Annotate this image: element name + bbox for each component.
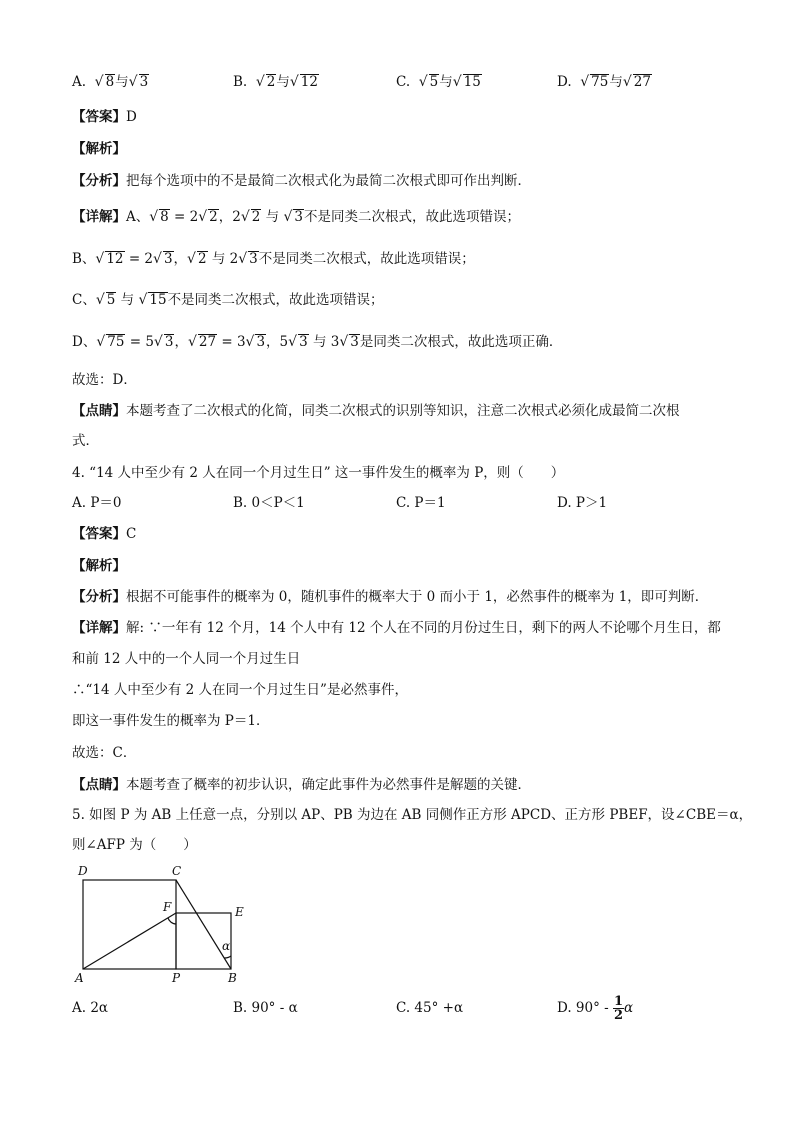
option-sep: 与 [276, 74, 290, 90]
fraction-numerator: 1 [614, 994, 624, 1009]
q5-option-a: A. 2α [72, 1000, 109, 1016]
label-alpha: α [222, 939, 231, 953]
label-p: P [172, 971, 181, 985]
q4-option-c: C. P＝1 [396, 495, 446, 511]
q3-comment [72, 401, 680, 421]
option-label: D. [557, 74, 572, 90]
q4-fenxi [72, 587, 708, 607]
fenxi-text: 根据不可能事件的概率为 0，随机事件的概率大于 0 而小于 1，必然事件的概率为 1，即可判断． [126, 589, 709, 605]
detail-prefix: D、 [72, 334, 97, 350]
q3-option-d: D. √ 75与√ 27 [557, 74, 651, 90]
q5-option-c: C. 45° +α [396, 1000, 464, 1016]
q5-stem-2: 则∠AFP 为（ ） [72, 837, 197, 853]
q5-figure [60, 858, 260, 993]
q3-choose: 故选：D． [72, 372, 137, 388]
fenxi-tag: 【分析】 [72, 173, 126, 189]
answer-tag: 【答案】 [72, 526, 126, 542]
angle-arc-afp [168, 918, 176, 924]
detail-prefix: C、 [72, 292, 96, 308]
detail-end: 是同类二次根式，故此选项正确． [359, 334, 563, 350]
q3-comment-cont: 式． [72, 433, 99, 449]
q4-stem: 4. “14 人中至少有 2 人在同一个月过生日” 这一事件发生的概率为 P，则（ ） [72, 465, 565, 481]
q4-option-b: B. 0＜P＜1 [233, 495, 305, 511]
q5-stem-1: 5. 如图 P 为 AB 上任意一点，分别以 AP、PB 为边在 AB 同侧作正方形 APCD、正方形 PBEF，设∠CBE＝α， [72, 807, 753, 823]
segment-af [83, 913, 176, 969]
answer-value: D [126, 109, 137, 125]
option-label: A. [72, 74, 87, 90]
detail-end: 不是同类二次根式，故此选项错误； [167, 292, 384, 308]
label-c: C [172, 864, 182, 878]
detail-and: 与 [312, 334, 327, 350]
comment-tag: 【点睛】 [72, 777, 126, 793]
answer-value: C [126, 526, 137, 542]
option-prefix: D. 90° - [557, 1000, 613, 1016]
detail-and: 与 [265, 209, 280, 225]
q3-detail-c: C、√ 5 与 √ 15不是同类二次根式，故此选项错误； [72, 292, 384, 308]
detail-prefix: B、 [72, 251, 96, 267]
detail-tag: 【详解】 [72, 620, 126, 636]
label-a: A [75, 971, 84, 985]
q3-option-a: A. √ 8与√ 3 [72, 74, 149, 90]
fraction-half [613, 995, 624, 1022]
detail-sep: ， [173, 251, 188, 267]
detail-tag: 【详解】 [72, 209, 126, 225]
detail-and: 与 [211, 251, 226, 267]
option-suffix: α [624, 1000, 634, 1016]
q4-option-d: D. P＞1 [557, 495, 608, 511]
q4-option-a: A. P＝0 [72, 495, 122, 511]
fraction-denominator: 2 [614, 1008, 624, 1023]
square-apcd [83, 880, 176, 969]
q4-detail-2: 和前 12 人中的一个人同一个月过生日 [72, 651, 301, 667]
q4-comment [72, 775, 531, 795]
option-sep: 与 [439, 74, 453, 90]
option-sep: 与 [609, 74, 623, 90]
detail-text: 解: ∵一年有 12 个月，14 个人中有 12 个人在不同的月份过生日，剩下的两人不论哪个月生日，都 [126, 620, 721, 636]
detail-end: 不是同类二次根式，故此选项错误； [258, 251, 475, 267]
q3-detail-d: D、√ 75 = 5√ 3，√ 27 = 3√ 3，5√ 3 与 3√ 3是同类二次根式，故此选项正确． [72, 334, 563, 350]
q4-choose: 故选：C． [72, 745, 137, 761]
option-label: C. [396, 74, 411, 90]
q4-answer [72, 524, 136, 544]
q3-analysis-tag: 【解析】 [72, 141, 126, 157]
label-f: F [163, 900, 172, 914]
q5-option-b: B. 90° - α [233, 1000, 298, 1016]
detail-sep: ， [218, 209, 233, 225]
option-label: B. [233, 74, 248, 90]
answer-tag: 【答案】 [72, 109, 126, 125]
fenxi-text: 把每个选项中的不是最简二次根式化为最简二次根式即可作出判断． [126, 173, 531, 189]
q4-analysis-tag: 【解析】 [72, 558, 126, 574]
q3-detail-b: B、√ 12 = 2√ 3，√ 2 与 2√ 3不是同类二次根式，故此选项错误； [72, 251, 475, 267]
q3-option-c: C. √ 5与√ 15 [396, 74, 481, 90]
fenxi-tag: 【分析】 [72, 589, 126, 605]
segment-cb [176, 880, 231, 969]
label-d: D [78, 864, 88, 878]
label-e: E [235, 905, 244, 919]
detail-and: 与 [120, 292, 135, 308]
q3-fenxi [72, 171, 531, 191]
comment-text: 本题考查了二次根式的化简，同类二次根式的识别等知识，注意二次根式必须化成最简二次根 [126, 403, 680, 419]
q3-answer [72, 107, 137, 127]
detail-end: 不是同类二次根式，故此选项错误； [303, 209, 520, 225]
q4-detail-4: 即这一事件发生的概率为 P＝1． [72, 713, 270, 729]
comment-tag: 【点睛】 [72, 403, 126, 419]
detail-prefix: A、 [126, 209, 150, 225]
comment-text: 本题考查了概率的初步认识，确定此事件为必然事件是解题的关键． [126, 777, 531, 793]
q3-detail-a: 【详解】A、√ 8 = 2√ 2，2√ 2 与 √ 3不是同类二次根式，故此选项错误； [72, 209, 520, 225]
angle-arc-alpha [224, 956, 231, 958]
q3-option-b: B. √ 2与√ 12 [233, 74, 318, 90]
q5-option-d [557, 991, 633, 1025]
q4-detail-1 [72, 618, 721, 638]
option-sep: 与 [115, 74, 129, 90]
q4-detail-3: ∴“14 人中至少有 2 人在同一个月过生日”是必然事件， [72, 682, 408, 698]
label-b: B [228, 971, 237, 985]
